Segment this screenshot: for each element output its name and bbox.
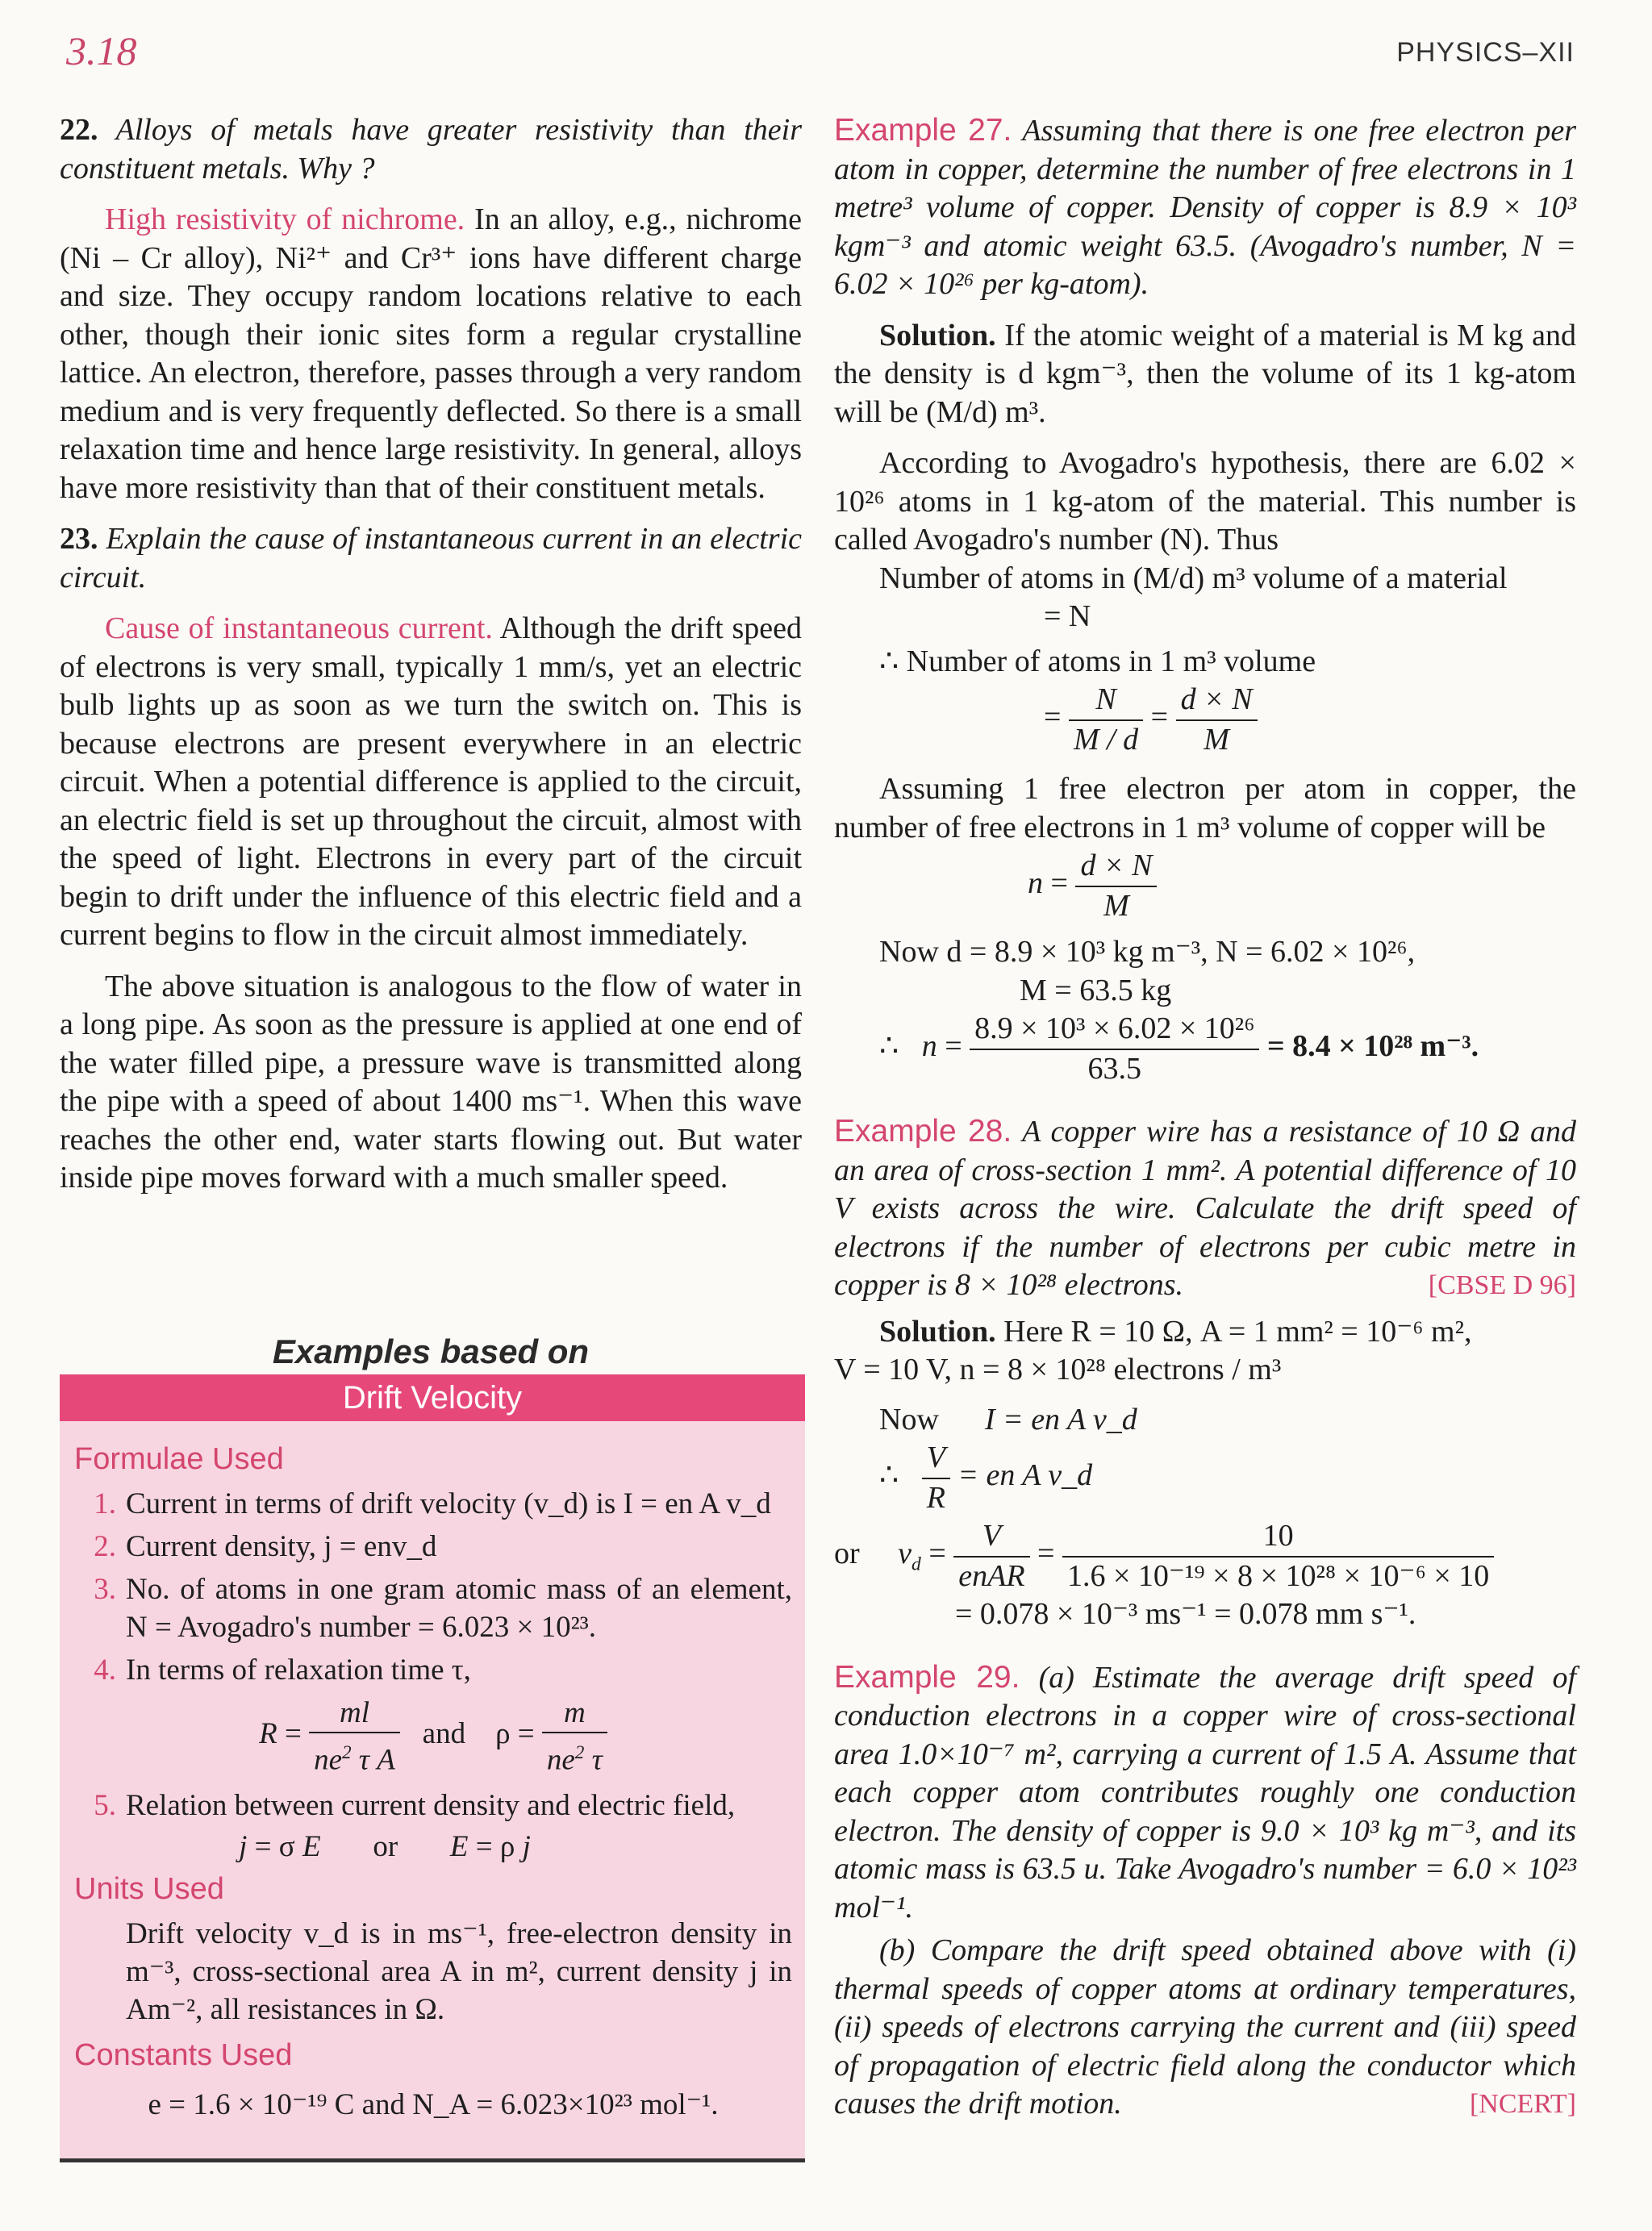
formula-5: 5. Relation between current density and electric field, [94, 1789, 736, 1823]
box-subtitle-bar: Drift Velocity [60, 1374, 805, 1421]
example-28-given: V = 10 V, n = 8 × 10²⁸ electrons / m³ [834, 1353, 1282, 1387]
units-text: Drift velocity v_d is in ms⁻¹, free-electron density in m⁻³, cross-sectional area A in m², current density j in Am⁻², all resistances in Ω. [126, 1917, 792, 2027]
units-heading: Units Used [74, 1872, 224, 1907]
formula-5-equation: j = σ E or E = ρ j [239, 1830, 531, 1864]
example-27-fraction-2: n = $\frac{d \times N}{M}$ [834, 847, 1576, 925]
example-27-solution: Solution. If the atomic weight of a material is M kg and the density is d kgm⁻³, then the volume of its 1 kg-atom will be (M/d) m³. [834, 318, 1576, 429]
formula-box-content [74, 1441, 792, 2124]
formula-3: 3. No. of atoms in one gram atomic mass of an element, N = Avogadro's number = 6.023 × 10²³. [94, 1573, 792, 1644]
example-28-eq-3: or $v_d$ = $\frac{V}{\text{enAR}}$ = $\frac{10}{\text{1.6 × 10⁻¹⁹ × 8 × 10²⁸ × 10⁻⁶ × 10}}$ [834, 1517, 1576, 1595]
example-27-step-1: Number of atoms in (M/d) m³ volume of a material [879, 561, 1508, 595]
question-23: 23. Explain the cause of instantaneous current in an electric circuit. [60, 522, 803, 594]
constants-text: e = 1.6 × 10⁻¹⁹ C and N_A = 6.023×10²³ mol⁻¹. [148, 2088, 719, 2122]
example-27-avogadro: According to Avogadro's hypothesis, there are 6.02 × 10²⁶ atoms in 1 kg-atom of the material. This number is called Avogadro's number (N). Thus [834, 446, 1576, 557]
example-28-eq-2: ∴ $\frac{V}{R}$ = en A v_d [879, 1441, 1093, 1515]
example-29-part-b: (b) Compare the drift speed obtained above with (i) thermal speeds of copper atoms at ordinary temperatures, (ii) speeds of electrons carrying the current and (iii) speed of propagation of electric field along the conductor which causes the drift motion. [NCERT] [834, 1933, 1576, 2120]
running-header: PHYSICS–XII [1396, 37, 1575, 68]
example-27-fraction-1: = $\frac{N}{M / d}$ = $\frac{d \times N}{M}$ [834, 681, 1576, 759]
example-27-values: Now d = 8.9 × 10³ kg m⁻³, N = 6.02 × 10²⁶, [879, 935, 1416, 969]
box-title: Examples based on [272, 1332, 590, 1370]
right-column [834, 111, 1576, 2124]
example-28-result: = 0.078 × 10⁻³ ms⁻¹ = 0.078 mm s⁻¹. [955, 1597, 1416, 1631]
left-column [60, 111, 802, 1198]
example-28-solution: Solution. Here R = 10 Ω, A = 1 mm² = 10⁻⁶ m², [879, 1314, 1472, 1349]
example-27-mass: M = 63.5 kg [1020, 973, 1172, 1007]
formulae-heading: Formulae Used [74, 1442, 284, 1476]
example-28-eq-1: Now I = en A v_d [879, 1402, 1137, 1437]
answer-23: Cause of instantaneous current. Although the drift speed of electrons is very small, typically 1 mm/s, yet an electric bulb lights up as soon as we turn the switch on. This is because electrons are present everywhere in an electric circuit. When a potential difference is applied to the circuit, an electric field is set up throughout the circuit, almost with the speed of light. Electrons in every part of the circuit begin to drift under the influence of this electric field and a current begins to flow in the circuit almost immediately. [60, 611, 802, 952]
answer-23-analogy: The above situation is analogous to the flow of water in a long pipe. As soon as the pressure is applied at one end of the water filled pipe, a pressure wave is transmitted along the pipe with a speed of about 1400 ms⁻¹. When this wave reaches the other end, water starts flowing out. But water inside pipe moves forward with a much smaller speed. [60, 969, 802, 1195]
example-27: Example 27. Assuming that there is one free electron per atom in copper, determine the number of free electrons in 1 metre³ volume of copper. Density of copper is 8.9 × 10³ kgm⁻³ and atomic weight 63.5. (Avogadro's number, N = 6.02 × 10²⁶ per kg-atom). [834, 113, 1576, 301]
question-22: 22. Alloys of metals have greater resistivity than their constituent metals. Why ? [60, 113, 802, 186]
example-27-step-3: ∴ Number of atoms in 1 m³ volume [879, 644, 1316, 678]
example-28: Example 28. A copper wire has a resistance of 10 Ω and an area of cross-section 1 mm². A potential difference of 10 V exists across the wire. Calculate the drift speed of electrons if the number of electrons per cubic metre in copper is 8 × 10²⁸ electrons. [CBSE D 96] [834, 1114, 1577, 1302]
example-27-calculation: ∴ n = $\frac{\text{8.9 × 10³ × 6.02 × 10²⁶}}{63.5}$ = 8.4 × 10²⁸ m⁻³. [879, 1011, 1479, 1086]
example-27-step-2: = N [1044, 599, 1091, 633]
constants-heading: Constants Used [74, 2038, 293, 2073]
formula-4: 4. In terms of relaxation time τ, [94, 1653, 471, 1687]
example-29: Example 29. (a) Estimate the average drift speed of conduction electrons in a copper wire of cross-sectional area 1.0×10⁻⁷ m², carrying a current of 1.5 A. Assume that each copper atom contributes roughly one conduction electron. The density of copper is 9.0 × 10³ kg m⁻³, and its atomic mass is 63.5 u. Take Avogadro's number = 6.0 × 10²³ mol⁻¹. [834, 1659, 1576, 1924]
example-27-step-4: Assuming 1 free electron per atom in copper, the number of free electrons in 1 m³ volume of copper will be [834, 772, 1576, 844]
page-number: 3.18 [66, 28, 137, 73]
answer-22: High resistivity of nichrome. In an alloy, e.g., nichrome (Ni – Cr alloy), Ni²⁺ and Cr³⁺ ions have different charge and size. They occupy random locations relative to each other, though their ionic sites form a regular crystalline lattice. An electron, therefore, passes through a very random medium and is very frequently deflected. So there is a small relaxation time and hence large resistivity. In general, alloys have more resistivity than that of their constituent metals. [60, 202, 803, 505]
formula-1: 1. Current in terms of drift velocity (v_d) is I = en A v_d [94, 1487, 771, 1520]
formula-4-equation: R = $\frac{ml}{ne^2 \tau A}$ and ρ = $\frac{m}{ne^2 \tau}$ [74, 1694, 792, 1779]
formula-2: 2. Current density, j = env_d [94, 1530, 437, 1563]
